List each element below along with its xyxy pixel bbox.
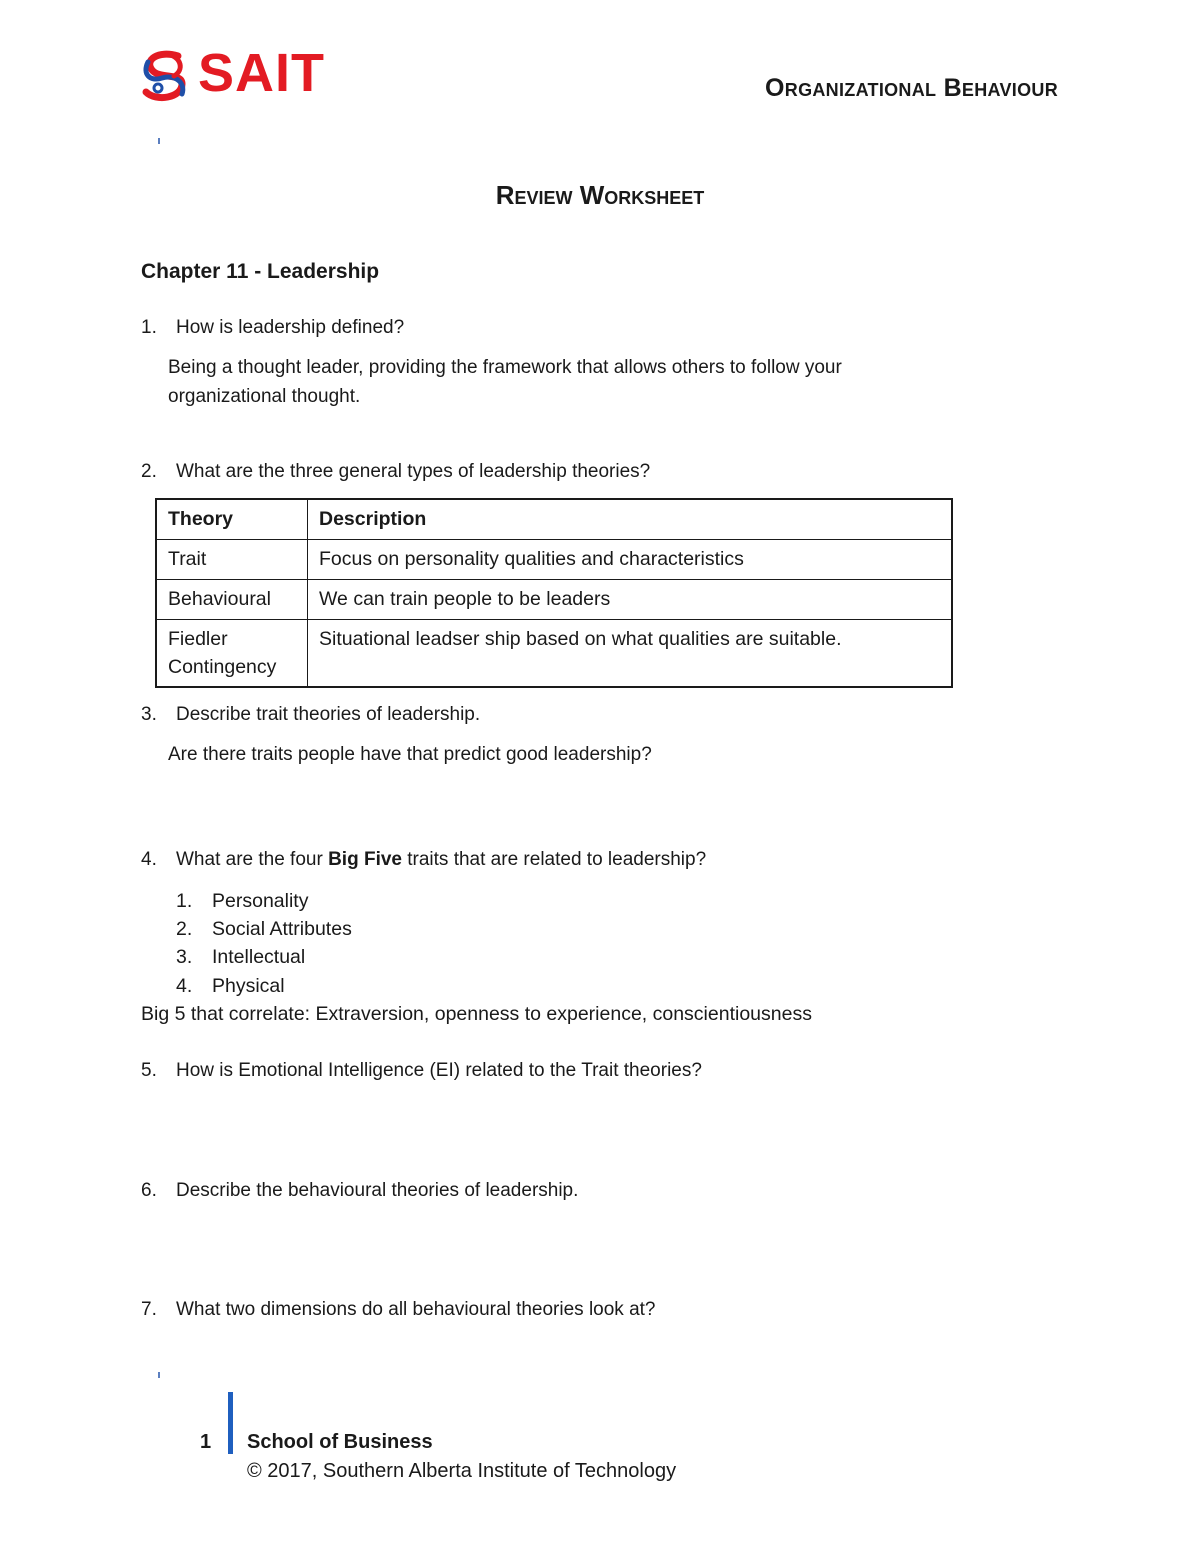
footer-copyright: © 2017, Southern Alberta Institute of Technology bbox=[247, 1460, 677, 1482]
question-text: Describe the behavioural theories of leadership. bbox=[176, 1180, 579, 1201]
table-header-row bbox=[156, 499, 952, 540]
header-marker bbox=[158, 138, 160, 144]
question-number: 3. bbox=[141, 704, 157, 725]
question-number: 6. bbox=[141, 1180, 157, 1201]
question-number: 7. bbox=[141, 1299, 157, 1320]
list-label: Physical bbox=[212, 975, 285, 997]
question-number: 2. bbox=[141, 461, 157, 482]
question-number: 4. bbox=[141, 849, 157, 870]
list-label: Intellectual bbox=[212, 946, 306, 968]
list-label: Personality bbox=[212, 890, 309, 912]
table-row bbox=[156, 620, 952, 688]
question-4 bbox=[141, 848, 706, 872]
question-3 bbox=[141, 703, 480, 727]
table-cell: Behavioural bbox=[156, 580, 308, 620]
table-row bbox=[156, 540, 952, 580]
table-cell: Focus on personality qualities and characteristics bbox=[308, 540, 953, 580]
sait-knot-icon bbox=[138, 48, 196, 104]
question-text: What are the four bbox=[176, 849, 329, 870]
question-5 bbox=[141, 1059, 702, 1083]
list-item bbox=[176, 917, 352, 941]
table-header-cell: Description bbox=[308, 499, 953, 540]
question-emphasis: Big Five bbox=[328, 849, 402, 870]
question-text: How is leadership defined? bbox=[176, 317, 405, 338]
footer-marker bbox=[158, 1372, 160, 1378]
question-6 bbox=[141, 1179, 578, 1203]
sait-logo bbox=[138, 43, 338, 104]
question-text: How is Emotional Intelligence (EI) related to the Trait theories? bbox=[176, 1060, 702, 1081]
answer-3: Are there traits people have that predict good leadership? bbox=[168, 744, 652, 765]
question-text: Describe trait theories of leadership. bbox=[176, 704, 481, 725]
question-text: What are the three general types of leadership theories? bbox=[176, 461, 651, 482]
list-number: 2. bbox=[176, 918, 193, 940]
list-item bbox=[176, 945, 305, 969]
table-header-cell: Theory bbox=[156, 499, 308, 540]
list-item bbox=[176, 889, 308, 913]
answer-1: Being a thought leader, providing the framework that allows others to follow your organizational thought. bbox=[168, 357, 842, 407]
question-text: What two dimensions do all behavioural theories look at? bbox=[176, 1299, 656, 1320]
question-number: 5. bbox=[141, 1060, 157, 1081]
list-label: Social Attributes bbox=[212, 918, 352, 940]
question-text: traits that are related to leadership? bbox=[401, 849, 707, 870]
list-number: 1. bbox=[176, 890, 193, 912]
footer-school: School of Business bbox=[247, 1431, 433, 1453]
table-cell: Fiedler Contingency bbox=[156, 620, 308, 688]
chapter-heading: Chapter 11 - Leadership bbox=[141, 260, 380, 283]
question-2 bbox=[141, 460, 650, 484]
course-title: Organizational Behaviour bbox=[765, 74, 1058, 102]
question-7 bbox=[141, 1298, 656, 1322]
table-cell: Situational leadser ship based on what qualities are suitable. bbox=[308, 620, 953, 688]
list-item bbox=[176, 974, 285, 998]
worksheet-title: Review Worksheet bbox=[495, 180, 705, 210]
logo-wordmark: SAIT bbox=[198, 43, 326, 103]
big-five-note: Big 5 that correlate: Extraversion, openness to experience, conscientiousness bbox=[141, 1003, 812, 1025]
list-number: 4. bbox=[176, 975, 193, 997]
footer-divider bbox=[228, 1392, 233, 1454]
theory-table bbox=[155, 498, 953, 688]
question-number: 1. bbox=[141, 317, 157, 338]
table-row bbox=[156, 580, 952, 620]
table-cell: We can train people to be leaders bbox=[308, 580, 953, 620]
page-number: 1 bbox=[200, 1431, 212, 1453]
table-cell: Trait bbox=[156, 540, 308, 580]
list-number: 3. bbox=[176, 946, 193, 968]
question-1 bbox=[141, 316, 404, 340]
